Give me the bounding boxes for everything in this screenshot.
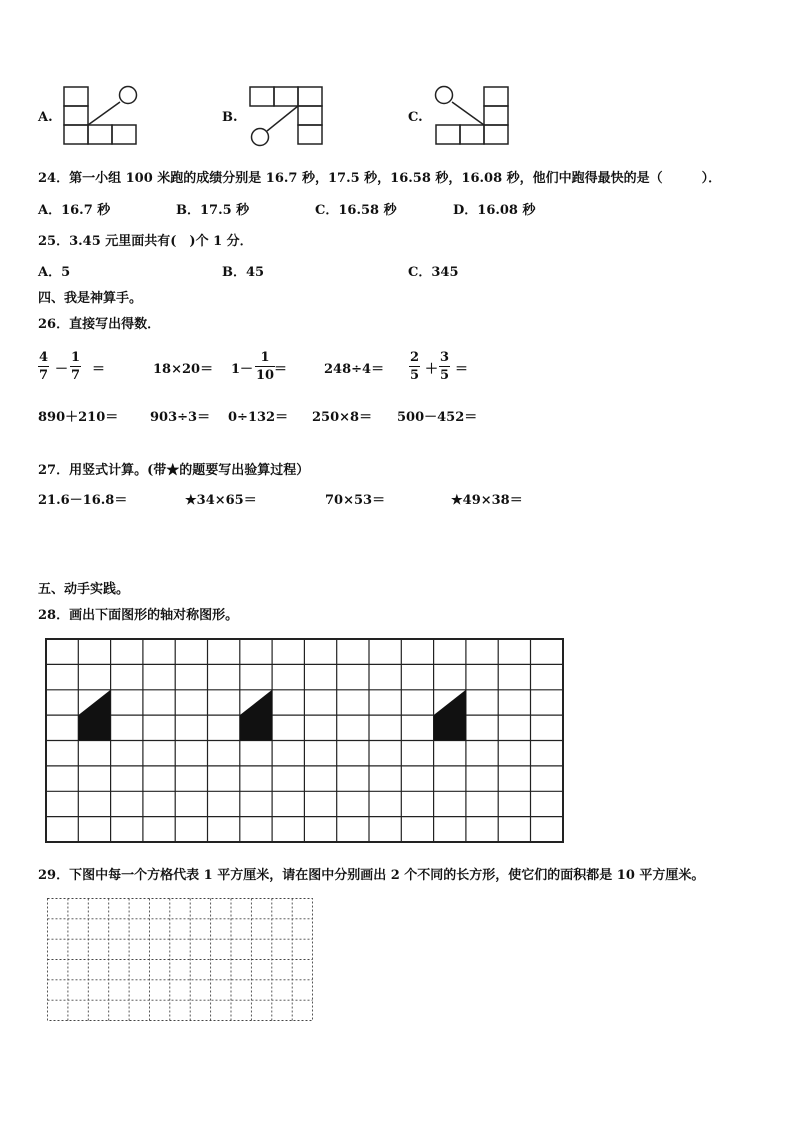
q26-expr-4: 248÷4＝	[324, 362, 385, 377]
section-5-title: 五、动手实践。	[38, 582, 130, 597]
numerator: 4	[39, 350, 49, 365]
numerator: 1	[255, 349, 275, 367]
q27-item: ★34×65＝	[185, 493, 257, 508]
q27-stem: 27．用竖式计算。(带★的题要写出验算过程）	[38, 463, 310, 478]
q25-option-b[interactable]: B．45	[222, 265, 265, 280]
symmetry-grid[interactable]	[45, 638, 565, 844]
fraction	[38, 349, 49, 384]
q24-option-c[interactable]: C．16.58 秒	[315, 203, 397, 218]
q25-option-a[interactable]: A．5	[38, 265, 71, 280]
q26-expr: 890＋210＝	[38, 410, 119, 425]
option-c-figure	[432, 85, 514, 147]
equals: ＝	[455, 362, 469, 377]
q27-item: 21.6－16.8＝	[38, 493, 128, 508]
q25-option-c[interactable]: C．345	[408, 265, 459, 280]
fraction	[409, 349, 420, 384]
fraction	[439, 349, 450, 384]
q27-item: 70×53＝	[325, 493, 386, 508]
denominator: 7	[39, 368, 49, 383]
black-trapezoid	[240, 690, 272, 741]
q26-expr: 500－452＝	[397, 410, 478, 425]
q29-stem: 29．下图中每一个方格代表 1 平方厘米，请在图中分别画出 2 个不同的长方形，使它们的面积都是 10 平方厘米。	[38, 868, 705, 883]
black-trapezoid	[434, 690, 466, 741]
equals: ＝	[274, 362, 288, 377]
option-c-label: C.	[408, 110, 423, 125]
q26-expr: 250×8＝	[312, 410, 373, 425]
denominator: 7	[71, 368, 81, 383]
q24-option-a[interactable]: A．16.7 秒	[38, 203, 111, 218]
operator: －	[55, 362, 69, 377]
q28-stem: 28．画出下面图形的轴对称图形。	[38, 608, 239, 623]
option-b-label: B.	[222, 110, 238, 125]
black-trapezoid	[78, 690, 110, 741]
q26-expr: 903÷3＝	[150, 410, 211, 425]
equals: ＝	[92, 362, 106, 377]
q24-option-b[interactable]: B．17.5 秒	[176, 203, 250, 218]
option-a-figure	[62, 85, 142, 147]
section-4-title: 四、我是神算手。	[38, 291, 143, 306]
option-a-label: A.	[38, 110, 53, 125]
q26-stem: 26．直接写出得数．	[38, 317, 161, 332]
numerator: 3	[440, 350, 450, 365]
q24-option-d[interactable]: D．16.08 秒	[453, 203, 536, 218]
numerator: 2	[410, 350, 420, 365]
denominator: 5	[410, 368, 420, 383]
q27-item: ★49×38＝	[451, 493, 523, 508]
fraction	[70, 349, 81, 384]
q26-expr: 0÷132＝	[228, 410, 289, 425]
q24-stem: 24．第一小组 100 米跑的成绩分别是 16.7 秒，17.5 秒，16.58 秒，16.08 秒，他们中跑得最快的是（ ）．	[38, 171, 722, 186]
q26-expr-2: 18×20＝	[153, 362, 214, 377]
area-grid[interactable]	[47, 898, 315, 1022]
option-b-figure	[248, 85, 328, 147]
operator: ＋	[425, 362, 439, 377]
denominator: 5	[440, 368, 450, 383]
whole-part: 1－	[231, 362, 254, 377]
denominator: 10	[256, 368, 275, 383]
fraction	[255, 349, 275, 384]
numerator: 1	[71, 350, 81, 365]
q25-stem: 25．3.45 元里面共有( )个 1 分．	[38, 234, 253, 249]
